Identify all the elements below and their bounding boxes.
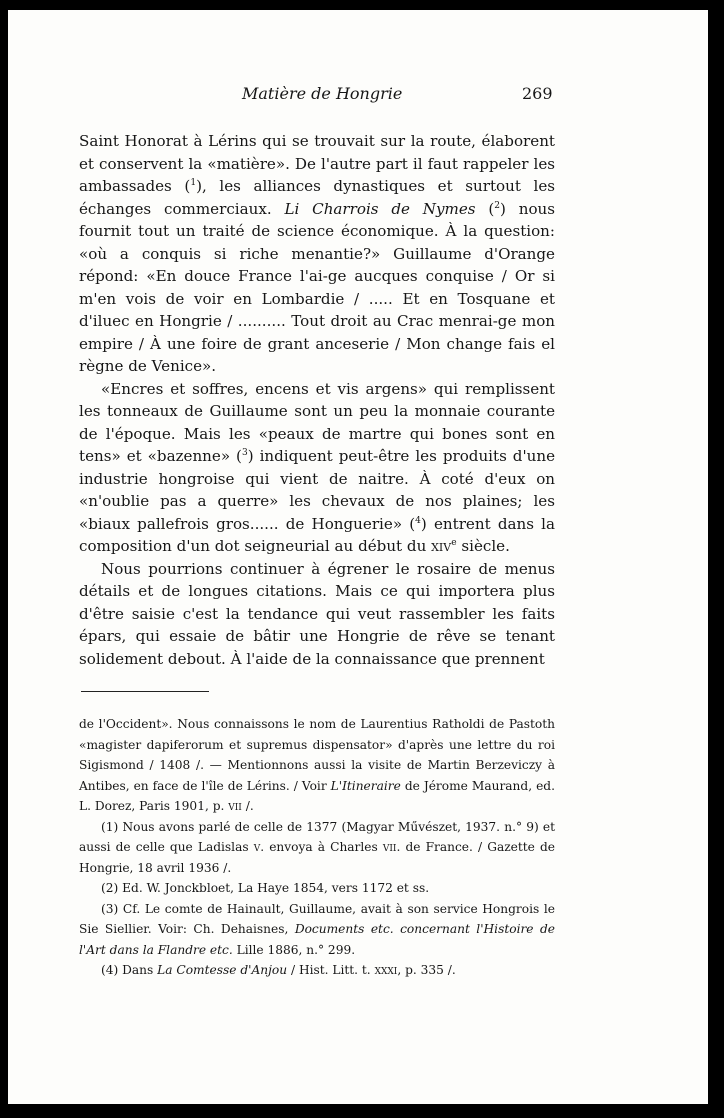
running-title: Matière de Hongrie [242,84,403,103]
footnote-ref-3: 3 [241,447,248,458]
page-header [8,84,708,108]
footnote-separator [81,691,209,692]
body-text [79,130,555,670]
footnotes [79,714,555,981]
footnote-ref-4: 4 [415,515,421,526]
footnote-marker: (1) [101,819,119,834]
footnote-marker: (3) [101,901,119,916]
page-number: 269 [522,84,553,103]
paragraph-2: «Encres et soffres, encens et vis argens» qui remplissent les tonneaux de Guillaume sont un peu la monnaie courante de l'époque. Mais les «peaux de martre qui bones sont en tens» et «bazenne» ($^3$) indiquent peut-être les produits d'une industrie hongroise qui vient de naitre. À coté d'eux on «n'oublie pas a querre» les chevaux de nos plaines; les «biaux pallefrois gros...... de Honguerie» ($^4$) entrent dans la composition d'un dot seigneurial au début du xiv$^e$ siècle. [79,379,555,555]
footnote-ref-2: 2 [494,200,500,211]
footnote-ref-1: 1 [190,177,197,188]
footnote-1: (1) Nous avons parlé de celle de 1377 (Magyar Művészet, 1937. n.° 9) et aussi de celle que Ladislas v. envoya à Charles vii. de France. / Gazette de Hongrie, 18 avril 1936 /. [79,819,556,875]
paragraph-1: Saint Honorat à Lérins qui se trouvait sur la route, élaborent et conservent la «matière». De l'autre part il faut rappeler les ambassades ($^1$), les alliances dynastiques et surtout les échanges commerciaux. Li Charrois de Nymes ($^2$) nous fournit tout un traité de science économique. À la question: «où a conquis si riche menantie?» Guillaume d'Orange répond: «En douce France l'ai-ge aucques conquise / Or si m'en vois de voir en Lombardie / ..... Et en Tosquane et d'iluec en Hongrie / .......... Tout droit au Crac menrai-ge mon empire / À une foire de grant anceserie / Mon change fais el règne de Venice». [79,132,555,375]
paragraph-3: Nous pourrions continuer à égrener le rosaire de menus détails et de longues citations. Mais ce qui importera plus d'être saisie c'est la tendance qui veut rassembler les faits épars, qui essaie de bâtir une Hongrie de rêve se tenant solidement debout. À l'aide de la connaissance que prennent [79,559,555,668]
book-page [8,10,708,1104]
footnote-4: (4) Dans La Comtesse d'Anjou / Hist. Litt. t. xxxi, p. 335 /. [101,963,456,977]
footnote-marker: (4) [101,963,119,977]
footnote-marker: (2) [101,881,119,895]
footnote-2: (2) Ed. W. Jonckbloet, La Haye 1854, vers 1172 et ss. [101,881,430,895]
footnote-3: (3) Cf. Le comte de Hainault, Guillaume, avait à son service Hongrois le Sie Siellier. Voir: Ch. Dehaisnes, Documents etc. concernant l'Histoire de l'Art dans la Flandre etc. Lille 1886, n.° 299. [79,901,555,957]
century-numeral: xiv [431,537,452,555]
work-title: Li Charrois de Nymes [284,199,476,218]
footnote-continued: de l'Occident». Nous connaissons le nom de Laurentius Ratholdi de Pastoth «magister dapiferorum et supremus dispensator» d'après une lettre du roi Sigismond / 1408 /. — Mentionnons aussi la visite de Martin Berzeviczy à Antibes, en face de l'île de Lérins. / Voir L'Itineraire de Jérome Maurand, ed. L. Dorez, Paris 1901, p. vii /. [79,717,555,813]
